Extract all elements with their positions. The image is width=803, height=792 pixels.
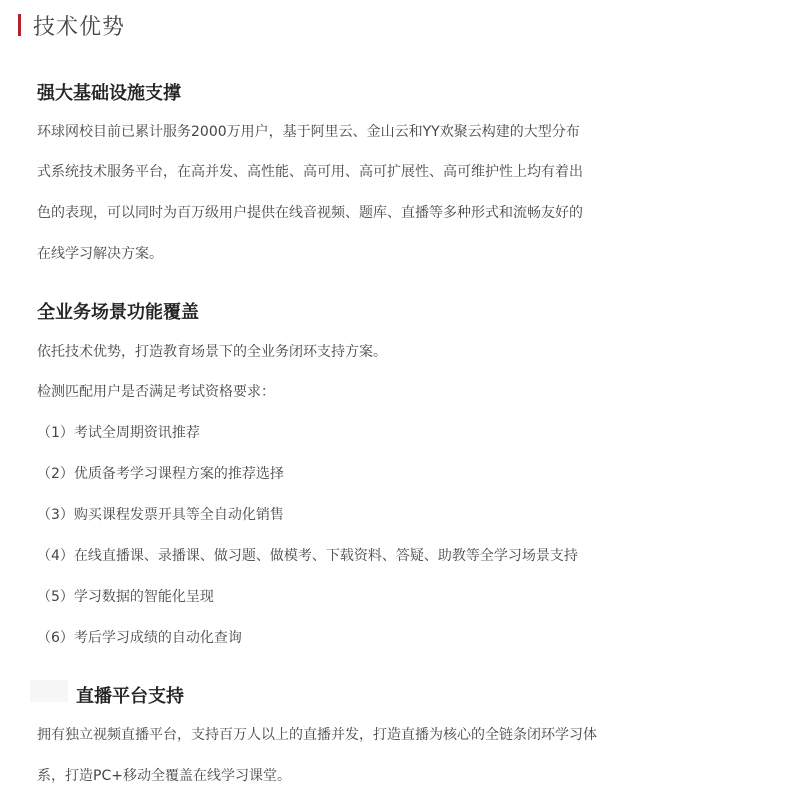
- paragraph-line: 环球网校目前已累计服务2000万用户，基于阿里云、金山云和YY欢聚云构建的大型分布: [37, 124, 580, 140]
- title-accent-bar: [18, 14, 21, 36]
- paragraph-line: 依托技术优势，打造教育场景下的全业务闭环支持方案。: [37, 344, 387, 360]
- section-heading-full-business: 全业务场景功能覆盖: [37, 302, 199, 323]
- list-item: （1）考试全周期资讯推荐: [37, 425, 200, 441]
- list-item: （5）学习数据的智能化呈现: [37, 589, 214, 605]
- paragraph-line: 式系统技术服务平台，在高并发、高性能、高可用、高可扩展性、高可维护性上均有着出: [37, 164, 583, 180]
- paragraph-line: 检测匹配用户是否满足考试资格要求：: [37, 384, 275, 400]
- list-item: （3）购买课程发票开具等全自动化销售: [37, 507, 284, 523]
- paragraph-line: 在线学习解决方案。: [37, 246, 163, 262]
- paragraph-line: 系，打造PC+移动全覆盖在线学习课堂。: [37, 768, 291, 784]
- paragraph-line: 色的表现，可以同时为百万级用户提供在线音视频、题库、直播等多种形式和流畅友好的: [37, 205, 583, 221]
- list-item: （6）考后学习成绩的自动化查询: [37, 630, 242, 646]
- paragraph-line: 拥有独立视频直播平台，支持百万人以上的直播并发，打造直播为核心的全链条闭环学习体: [37, 727, 597, 743]
- section-heading-infrastructure: 强大基础设施支撑: [37, 83, 181, 104]
- section-heading-live-platform: 直播平台支持: [76, 686, 184, 707]
- title-bar: [18, 12, 125, 38]
- list-item: （2）优质备考学习课程方案的推荐选择: [37, 466, 284, 482]
- list-item: （4）在线直播课、录播课、做习题、做模考、下载资料、答疑、助教等全学习场景支持: [37, 548, 578, 564]
- section-icon: [30, 680, 68, 702]
- page-title: 技术优势: [33, 14, 126, 40]
